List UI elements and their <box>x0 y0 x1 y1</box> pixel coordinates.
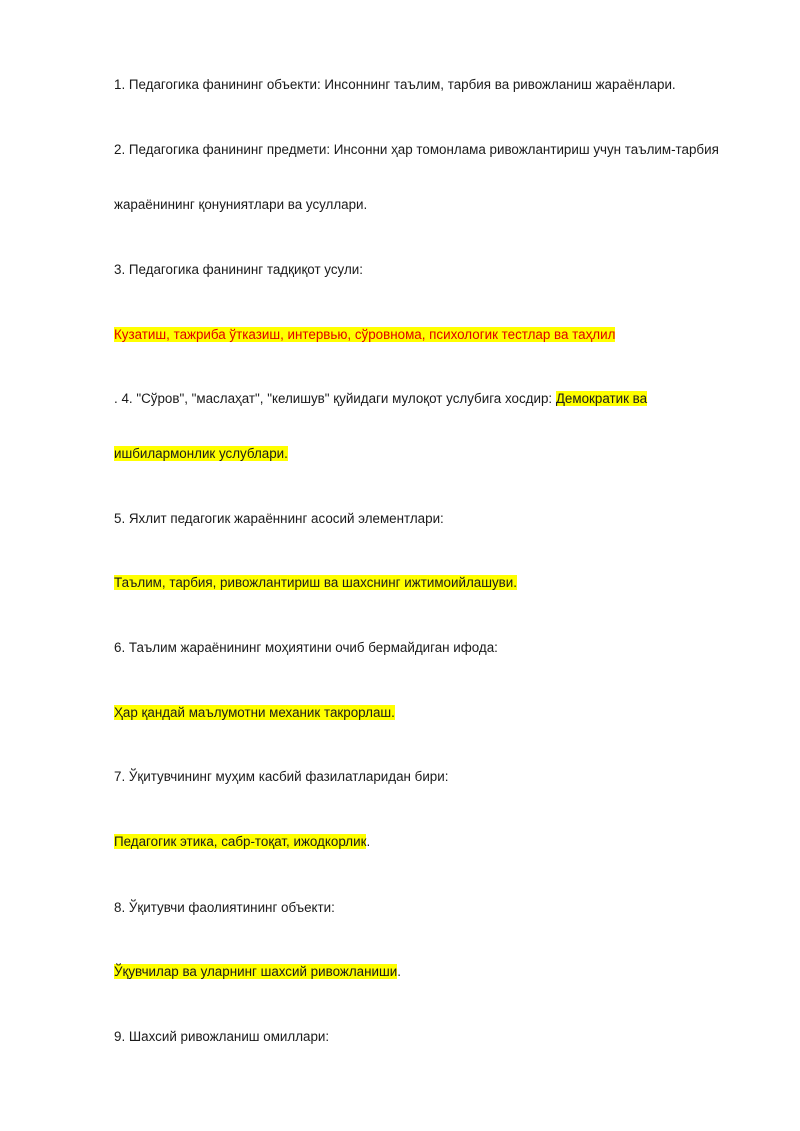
question-2-text-line-1: 2. Педагогика фанининг предмети: Инсонни ҳар томонлама ривожлантириш учун таълим-тарбия <box>114 142 719 157</box>
answer-7-highlight: Педагогик этика, сабр-тоқат, ижодкорлик <box>114 834 367 849</box>
answer-4-highlight-part-2: ишбилармонлик услублари. <box>114 446 288 461</box>
question-3 <box>114 261 363 279</box>
question-7-text: 7. Ўқитувчининг муҳим касбий фазилатларидан бири: <box>114 769 449 784</box>
question-1 <box>114 76 676 94</box>
question-4-text: . 4. "Сўров", "маслаҳат", "келишув" қуйидаги мулоқот услубига хосдир: <box>114 391 556 406</box>
answer-6 <box>114 704 395 722</box>
question-4-line-2 <box>114 445 288 463</box>
question-7 <box>114 768 448 786</box>
question-3-text: 3. Педагогика фанининг тадқиқот усули: <box>114 262 363 277</box>
question-6-text: 6. Таълим жараёнининг моҳиятини очиб бермайдиган ифода: <box>114 640 498 655</box>
answer-6-highlight: Ҳар қандай маълумотни механик такрорлаш. <box>114 705 395 720</box>
answer-5 <box>114 574 517 592</box>
question-8 <box>114 899 335 917</box>
question-2-line-2 <box>114 196 367 214</box>
answer-3-highlight: Кузатиш, тажриба ўтказиш, интервью, сўровнома, психологик тестлар ва таҳлил <box>114 327 616 342</box>
answer-3 <box>114 326 615 344</box>
answer-8-highlight: Ўқувчилар ва уларнинг шахсий ривожланиши <box>114 964 398 979</box>
question-4-line-1 <box>114 390 647 408</box>
answer-4-highlight-part-1: Демократик ва <box>555 391 648 406</box>
question-2-text-line-2: жараёнининг қонуниятлари ва усуллари. <box>114 197 368 212</box>
question-5-text: 5. Яхлит педагогик жараённинг асосий элементлари: <box>114 511 444 526</box>
question-8-text: 8. Ўқитувчи фаолиятининг объекти: <box>114 900 335 915</box>
answer-5-highlight: Таълим, тарбия, ривожлантириш ва шахснинг ижтимоийлашуви. <box>114 575 517 590</box>
answer-7 <box>114 833 370 851</box>
question-5 <box>114 510 444 528</box>
question-6 <box>114 639 498 657</box>
answer-7-period: . <box>366 834 371 849</box>
question-1-text: 1. Педагогика фанининг объекти: Инсоннинг таълим, тарбия ва ривожланиш жараёнлари. <box>114 77 676 92</box>
question-9 <box>114 1028 329 1046</box>
answer-8-period: . <box>397 964 401 979</box>
answer-8 <box>114 963 401 981</box>
question-9-text: 9. Шахсий ривожланиш омиллари: <box>114 1029 330 1044</box>
question-2-line-1 <box>114 141 719 159</box>
